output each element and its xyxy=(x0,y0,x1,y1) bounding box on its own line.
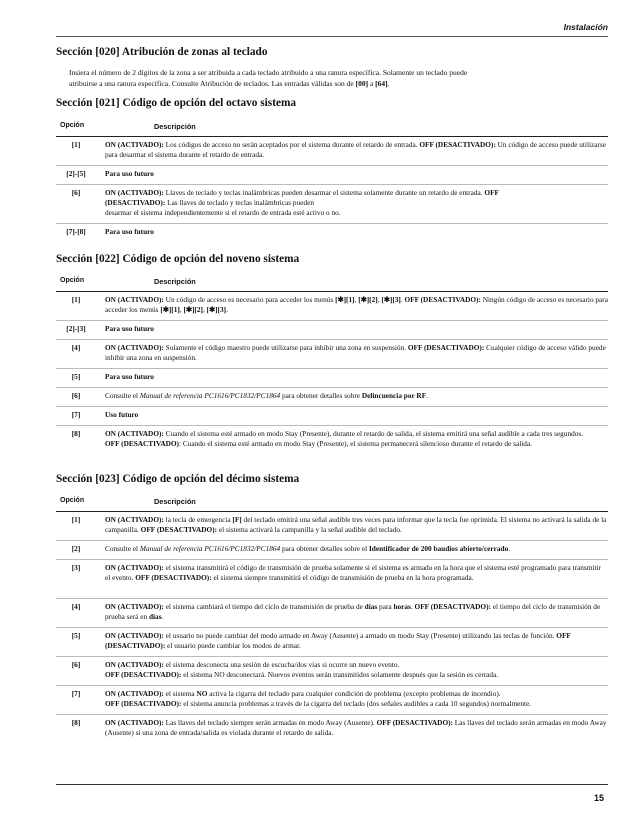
manual-title: Manual de referencia PC1616/PC1832/PC1864 xyxy=(139,544,281,553)
on-label: ON (ACTIVADO): xyxy=(105,602,164,611)
off-label-cont: (DESACTIVADO): xyxy=(105,198,166,208)
reserved-text: Uso futuro xyxy=(105,410,139,419)
off-text: el sistema activará la campanilla y la señal audible del teclado. xyxy=(217,525,402,535)
off-label: OFF (DESACTIVADO): xyxy=(105,670,182,680)
on-text: Cuando el sistema esté armado en modo Stay (Presente), durante el retardo de salida, el sistema emitirá una señal audible a cada tres segundos. xyxy=(163,429,584,438)
unit-days: días xyxy=(148,612,162,622)
option-description xyxy=(105,391,608,401)
off-text: el sistema siempre transmitirá el código de transmisión de prueba en la hora programada. xyxy=(211,573,474,583)
col-description-header: Descripción xyxy=(154,277,196,286)
on-text: Un código de acceso es necesario para acceder los menús xyxy=(163,295,336,304)
off-label: OFF (DESACTIVADO): xyxy=(407,343,485,352)
option-number: [6] xyxy=(71,660,81,669)
emergency-key: [F] xyxy=(232,515,242,524)
table-row xyxy=(56,407,608,426)
off-text: Ningún código de acceso es necesario para acceder los menús xyxy=(105,295,608,315)
on-label: ON (ACTIVADO): xyxy=(105,188,164,197)
footer-rule xyxy=(56,784,608,785)
off-text: Las llaves del teclado serán armadas en modo Away (Ausente) si una zona de entrada/salida es violada durante el retardo de salida. xyxy=(105,718,607,738)
table-row xyxy=(56,388,608,407)
period: . xyxy=(387,79,390,88)
option-number: [6] xyxy=(71,188,81,197)
on-label: ON (ACTIVADO): xyxy=(105,689,164,698)
sep: , xyxy=(179,305,184,315)
option-number: [3] xyxy=(71,563,81,572)
table-header xyxy=(56,495,608,512)
section-021-table xyxy=(56,120,608,242)
off-label: OFF xyxy=(484,188,499,197)
option-description xyxy=(105,544,608,554)
range-min: [00] xyxy=(355,79,369,88)
off-label: OFF (DESACTIVADO): xyxy=(414,602,491,611)
off-label: OFF (DESACTIVADO): xyxy=(419,140,496,149)
off-text: el tiempo del ciclo de transmisión de prueba será en xyxy=(105,602,601,622)
off-text: Cualquier código de acceso válido puede inhibir una zona en suspensión. xyxy=(105,343,606,363)
off-label: OFF (DESACTIVADO): xyxy=(105,631,571,651)
period: . xyxy=(426,391,428,400)
on-text: Llaves de teclado y teclas inalámbricas pueden desarmar el sistema solamente durante un retardo de entrada. xyxy=(163,188,485,197)
off-text: Las llaves de teclado y teclas inalámbricas pueden xyxy=(165,198,314,208)
option-description xyxy=(105,324,608,334)
on-label: ON (ACTIVADO): xyxy=(105,718,164,727)
off-text: el usuario puede cambiar los modos de armar. xyxy=(165,641,301,651)
menu-key: [✱][2] xyxy=(183,305,203,315)
table-row xyxy=(56,166,608,185)
col-option-header: Opción xyxy=(60,497,85,504)
on-text: el sistema xyxy=(163,689,197,698)
section-023-table xyxy=(56,495,608,743)
on-text: activa la cigarra del teclado para cualquier condición de problema (excepto problemas de incendio). xyxy=(207,689,501,698)
reserved-text: Para uso futuro xyxy=(105,227,154,236)
option-description xyxy=(105,429,608,449)
off-label: OFF (DESACTIVADO): xyxy=(140,525,218,535)
unit-hours: horas xyxy=(393,602,411,611)
off-label: OFF (DESACTIVADO) xyxy=(105,439,179,449)
table-row xyxy=(56,512,608,541)
col-description-header: Descripción xyxy=(154,122,196,131)
option-number: [5] xyxy=(71,631,81,640)
option-number: [1] xyxy=(71,295,81,304)
off-text: el sistema anuncia problemas a través de la cigarra del teclado (dos señales audibles a cada 10 segundos) normalmente. xyxy=(181,699,532,709)
section-022-title: Sección [022] Código de opción del noveno sistema xyxy=(56,253,300,265)
option-description xyxy=(105,227,608,237)
option-description xyxy=(105,372,608,382)
off-text: Un código de acceso puede utilizarse para desarmar el sistema durante el retardo de entrada. xyxy=(105,140,607,160)
table-row xyxy=(56,321,608,340)
menu-key: [✱][1] xyxy=(160,305,180,315)
unit-days: días xyxy=(364,602,378,611)
ref-text: Consulte el xyxy=(105,391,140,400)
ref-text: para obtener detalles sobre el xyxy=(280,544,369,553)
sep: . xyxy=(410,602,415,611)
option-description xyxy=(105,718,608,738)
table-row xyxy=(56,657,608,686)
sep: . xyxy=(226,305,228,315)
option-description xyxy=(105,343,608,363)
on-text: el sistema desconecta una sesión de escucha/dos vías si ocurre un nuevo evento. xyxy=(163,660,400,669)
on-label: ON (ACTIVADO): xyxy=(105,140,164,149)
table-row xyxy=(56,560,608,599)
option-number: [4] xyxy=(71,343,81,352)
table-row xyxy=(56,185,608,224)
table-header xyxy=(56,275,608,292)
section-020-intro xyxy=(69,67,609,89)
table-row xyxy=(56,599,608,628)
on-text: Las llaves del teclado siempre serán armadas en modo Away (Ausente). xyxy=(163,718,377,727)
off-label: OFF (DESACTIVADO): xyxy=(376,718,453,727)
menu-key: [✱][1] xyxy=(335,295,355,304)
section-020-title: Sección [020] Atribución de zonas al teclado xyxy=(56,46,268,58)
table-row xyxy=(56,426,608,464)
sep: , xyxy=(354,295,359,304)
option-description xyxy=(105,140,608,160)
option-number: [1] xyxy=(71,140,81,149)
page-number: 15 xyxy=(593,793,604,803)
on-text: el sistema transmitirá el código de transmisión de prueba solamente si el sistema es armado en la hora que el sistema esté programado para transmitir el evento. xyxy=(105,563,601,583)
range-connector: a xyxy=(368,79,376,88)
option-number: [8] xyxy=(71,718,81,727)
section-022-table xyxy=(56,275,608,464)
col-description-header: Descripción xyxy=(154,497,196,506)
intro-line-2: atribuirse a una ranura específica. Consulte Atribución de teclados. Las entradas válidas son de xyxy=(69,79,356,88)
menu-key: [✱][3] xyxy=(381,295,401,304)
option-number: [2]-[3] xyxy=(66,324,86,333)
on-label: ON (ACTIVADO): xyxy=(105,563,164,572)
option-description xyxy=(105,631,608,651)
option-description xyxy=(105,188,608,219)
feature-name: Identificador de 200 baudios abierto/cerrado xyxy=(368,544,509,553)
table-row xyxy=(56,340,608,369)
on-label: ON (ACTIVADO): xyxy=(105,295,164,304)
off-text: el sistema NO desconectará. Nuevos eventos serán transmitidos solamente después que la sesión es cerrada. xyxy=(181,670,499,680)
table-row xyxy=(56,369,608,388)
menu-key: [✱][3] xyxy=(206,305,227,315)
manual-title: Manual de referencia PC1616/PC1832/PC1864 xyxy=(139,391,281,400)
on-label: ON (ACTIVADO): xyxy=(105,343,164,352)
table-row xyxy=(56,715,608,743)
on-text: el usuario no puede cambiar del modo armado en Away (Ausente) a armado en modo Stay (Presente) utilizando las teclas de función. xyxy=(163,631,557,640)
on-label: ON (ACTIVADO): xyxy=(105,515,164,524)
option-number: [7] xyxy=(71,689,81,698)
table-row xyxy=(56,137,608,166)
reserved-text: Para uso futuro xyxy=(105,324,154,333)
section-023-title: Sección [023] Código de opción del décimo sistema xyxy=(56,473,300,485)
option-description xyxy=(105,660,608,680)
on-label: ON (ACTIVADO): xyxy=(105,660,164,669)
table-row xyxy=(56,292,608,321)
reserved-text: Para uso futuro xyxy=(105,372,154,381)
option-number: [2] xyxy=(71,544,81,553)
option-number: [7]-[8] xyxy=(66,227,86,236)
off-text: : Cuando el sistema esté armado en modo Stay (Presente), el sistema permanecerá silencioso durante el retardo de salida. xyxy=(179,439,532,449)
on-text: para xyxy=(377,602,394,611)
period: . xyxy=(508,544,511,553)
intro-line-1: Insiera el número de 2 dígitos de la zona a ser atribuida a cada teclado atribuido a una ranura específica. Solamente un teclado puede xyxy=(69,68,468,77)
sep: , xyxy=(377,295,382,304)
option-number: [1] xyxy=(71,515,81,524)
table-row xyxy=(56,628,608,657)
table-row xyxy=(56,224,608,242)
table-row xyxy=(56,541,608,560)
menu-key: [✱][2] xyxy=(358,295,378,304)
off-label: OFF (DESACTIVADO): xyxy=(404,295,481,304)
range-max: [64] xyxy=(375,79,388,88)
table-row xyxy=(56,686,608,715)
option-description xyxy=(105,169,608,179)
option-description xyxy=(105,410,608,420)
feature-name: Delincuencia por RF xyxy=(361,391,427,400)
option-number: [4] xyxy=(71,602,81,611)
sep: , xyxy=(202,305,207,315)
on-text: Los códigos de acceso no serán aceptados por el sistema durante el retardo de entrada. xyxy=(163,140,420,149)
col-option-header: Opción xyxy=(60,122,85,129)
running-header: Instalación xyxy=(563,22,608,32)
period: . xyxy=(161,612,164,622)
header-rule xyxy=(56,36,608,37)
option-description xyxy=(105,563,608,583)
option-number: [2]-[5] xyxy=(66,169,86,178)
option-description xyxy=(105,295,608,315)
option-number: [8] xyxy=(71,429,81,438)
option-number: [7] xyxy=(71,410,81,419)
off-label: OFF (DESACTIVADO): xyxy=(105,699,182,709)
on-label: ON (ACTIVADO): xyxy=(105,631,164,640)
on-text: el sistema cambiará el tiempo del ciclo de transmisión de prueba de xyxy=(163,602,365,611)
off-label: OFF (DESACTIVADO): xyxy=(135,573,212,583)
option-number: [5] xyxy=(71,372,81,381)
on-label: ON (ACTIVADO): xyxy=(105,429,164,438)
ref-text: Consulte el xyxy=(105,544,140,553)
reserved-text: Para uso futuro xyxy=(105,169,154,178)
on-text: la tecla de emergencia xyxy=(163,515,233,524)
section-021-title: Sección [021] Código de opción del octavo sistema xyxy=(56,97,297,109)
option-number: [6] xyxy=(71,391,81,400)
sep: . xyxy=(400,295,405,304)
col-option-header: Opción xyxy=(60,277,85,284)
option-description xyxy=(105,515,608,535)
emphasis-no: NO xyxy=(196,689,208,698)
on-text: del teclado emitirá una señal audible tres veces para informar que la tecla fue oprimida. El sistema no activará la salida de la campanilla. xyxy=(105,515,607,535)
option-description xyxy=(105,602,608,622)
on-text: Solamente el código maestro puede utilizarse para inhibir una zona en suspensión. xyxy=(163,343,408,352)
off-text-cont: desarmar el sistema independientemente si el retardo de entrada esté activo o no. xyxy=(105,208,341,218)
ref-text: para obtener detalles sobre xyxy=(280,391,362,400)
table-header xyxy=(56,120,608,137)
option-description xyxy=(105,689,608,709)
